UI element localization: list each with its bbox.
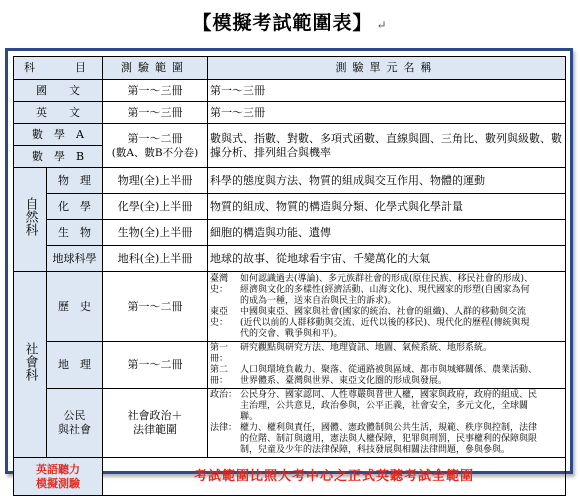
subject-earth-science: 地球科學	[47, 246, 103, 272]
scope-history: 第一～二冊	[103, 272, 208, 342]
unit-math: 數與式、指數、對數、多項式函數、直線與圓、三角比、數列與級數、數據分析、排列組合與機率	[208, 124, 566, 168]
unit-history	[208, 272, 566, 342]
subject-physics: 物 理	[47, 168, 103, 194]
subject-math-b: 數 學 B	[14, 146, 103, 168]
scope-earth-science: 地科(全)上半冊	[103, 246, 208, 272]
row-math-a	[14, 124, 566, 146]
scope-math-line1: 第一～二冊	[127, 131, 183, 145]
scope-physics: 物理(全)上半冊	[103, 168, 208, 194]
header-row	[14, 57, 566, 80]
subject-listening-line1: 英語聽力	[36, 462, 80, 476]
paragraph-mark: ↵	[376, 18, 388, 32]
row-civics	[14, 389, 566, 458]
scope-civics	[103, 389, 208, 458]
subject-english: 英 文	[14, 102, 103, 124]
row-history	[14, 272, 566, 342]
group-science	[14, 168, 47, 272]
scope-chemistry: 化學(全)上半冊	[103, 194, 208, 220]
subject-civics	[47, 389, 103, 458]
geography-book2-text: 人口與環境負載力、聚落、從通路被與區域、都市與城鄉關係、農業活動、世界體系、臺灣與世界、東亞文化圈的形成與發展。	[240, 365, 538, 386]
subject-geography: 地 理	[47, 342, 103, 389]
civics-law-label: 法律：	[210, 423, 238, 433]
history-taiwan-label: 臺灣史：	[210, 273, 229, 295]
civics-politics-label: 政治：	[210, 390, 238, 400]
subject-listening	[14, 458, 103, 496]
scope-math	[103, 124, 208, 168]
group-social	[14, 272, 47, 458]
row-chemistry	[14, 194, 566, 220]
subject-listening-line2: 模擬測驗	[36, 476, 80, 490]
scope-civics-line2: 法律範圍	[133, 423, 177, 436]
header-scope: 測驗範圍	[103, 57, 208, 80]
subject-chinese: 國 文	[14, 80, 103, 102]
history-eastasia-label: 東亞史：	[210, 306, 229, 328]
row-geography	[14, 342, 566, 389]
history-eastasia-text: 中國與東亞、國家與社會(國家的統治、社會的組織)、人群的移動與交流(近代以前的人群移動與交流、近代以後的移民)、現代化的歷程(傳統與現代的交會、戰爭與和平)。	[240, 306, 530, 339]
geography-book1-text: 研究觀點與研究方法、地理資訊、地圖、氣候系統、地形系統。	[240, 343, 493, 353]
row-earth-science	[14, 246, 566, 272]
civics-politics-text: 公民身分、國家認同、人性尊嚴與普世人權，國家與政府，政府的組成、民主治理，公共意見，政治參與，公平正義，社會安全，多元文化，全球關聯。	[240, 390, 538, 422]
unit-chemistry: 物質的組成、物質的構造與分類、化學式與化學計量	[208, 194, 566, 220]
history-taiwan-text: 如何認識過去(導論)、多元族群社會的形成(原住民族、移民社會的形成)、經濟與文化的多樣性(經濟活動、山海文化)、現代國家的形塑(自國家為何的成為一種，送來自治與民主的訴求)。	[240, 273, 534, 306]
page-title	[0, 10, 580, 38]
unit-earth-science: 地球的故事、從地球看宇宙、千變萬化的大氣	[208, 246, 566, 272]
scope-biology: 生物(全)上半冊	[103, 220, 208, 246]
group-science-label: 自然科	[22, 197, 38, 236]
listening-note: 考試範圍比照大考中心之正式英聽考試全範圍	[103, 458, 566, 496]
unit-chinese: 第一～三冊	[208, 80, 566, 102]
row-listening	[14, 458, 566, 496]
scope-chinese: 第一～三冊	[103, 80, 208, 102]
scope-english: 第一～三冊	[103, 102, 208, 124]
subject-civics-line1: 公民	[63, 409, 86, 422]
row-physics	[14, 168, 566, 194]
geography-book2-label: 第二冊：	[210, 365, 229, 386]
unit-english: 第一～三冊	[208, 102, 566, 124]
unit-civics	[208, 389, 566, 458]
page-title-text: 【模擬考試範圍表】	[192, 12, 373, 34]
header-subject: 科 目	[14, 57, 103, 80]
scope-geography: 第一～二冊	[103, 342, 208, 389]
group-social-label: 社會科	[22, 342, 38, 381]
scope-civics-line1: 社會政治＋	[127, 409, 183, 422]
scope-table-frame	[5, 48, 573, 490]
unit-biology: 細胞的構造與功能、遺傳	[208, 220, 566, 246]
scope-table	[13, 56, 566, 496]
row-english	[14, 102, 566, 124]
header-unit: 測驗單元名稱	[208, 57, 566, 80]
civics-law-text: 權力、權利與責任，國體、憲政體制與公共生活，規範、秩序與控制，法律的位階、制訂與適用，憲法與人權保障，犯罪與刑罰，民事權利的保障與限制，兒童及少年的法律保障，科技發展與相關法律問題，參與參與。	[240, 423, 538, 455]
unit-geography	[208, 342, 566, 389]
subject-math-a: 數 學 A	[14, 124, 103, 146]
subject-chemistry: 化 學	[47, 194, 103, 220]
subject-civics-line2: 與社會	[58, 423, 91, 436]
subject-biology: 生 物	[47, 220, 103, 246]
row-biology	[14, 220, 566, 246]
row-chinese	[14, 80, 566, 102]
scope-math-line2: (數A、數B不分卷)	[111, 146, 199, 159]
subject-history: 歷 史	[47, 272, 103, 342]
unit-physics: 科學的態度與方法、物質的組成與交互作用、物體的運動	[208, 168, 566, 194]
geography-book1-label: 第一冊：	[210, 343, 229, 364]
